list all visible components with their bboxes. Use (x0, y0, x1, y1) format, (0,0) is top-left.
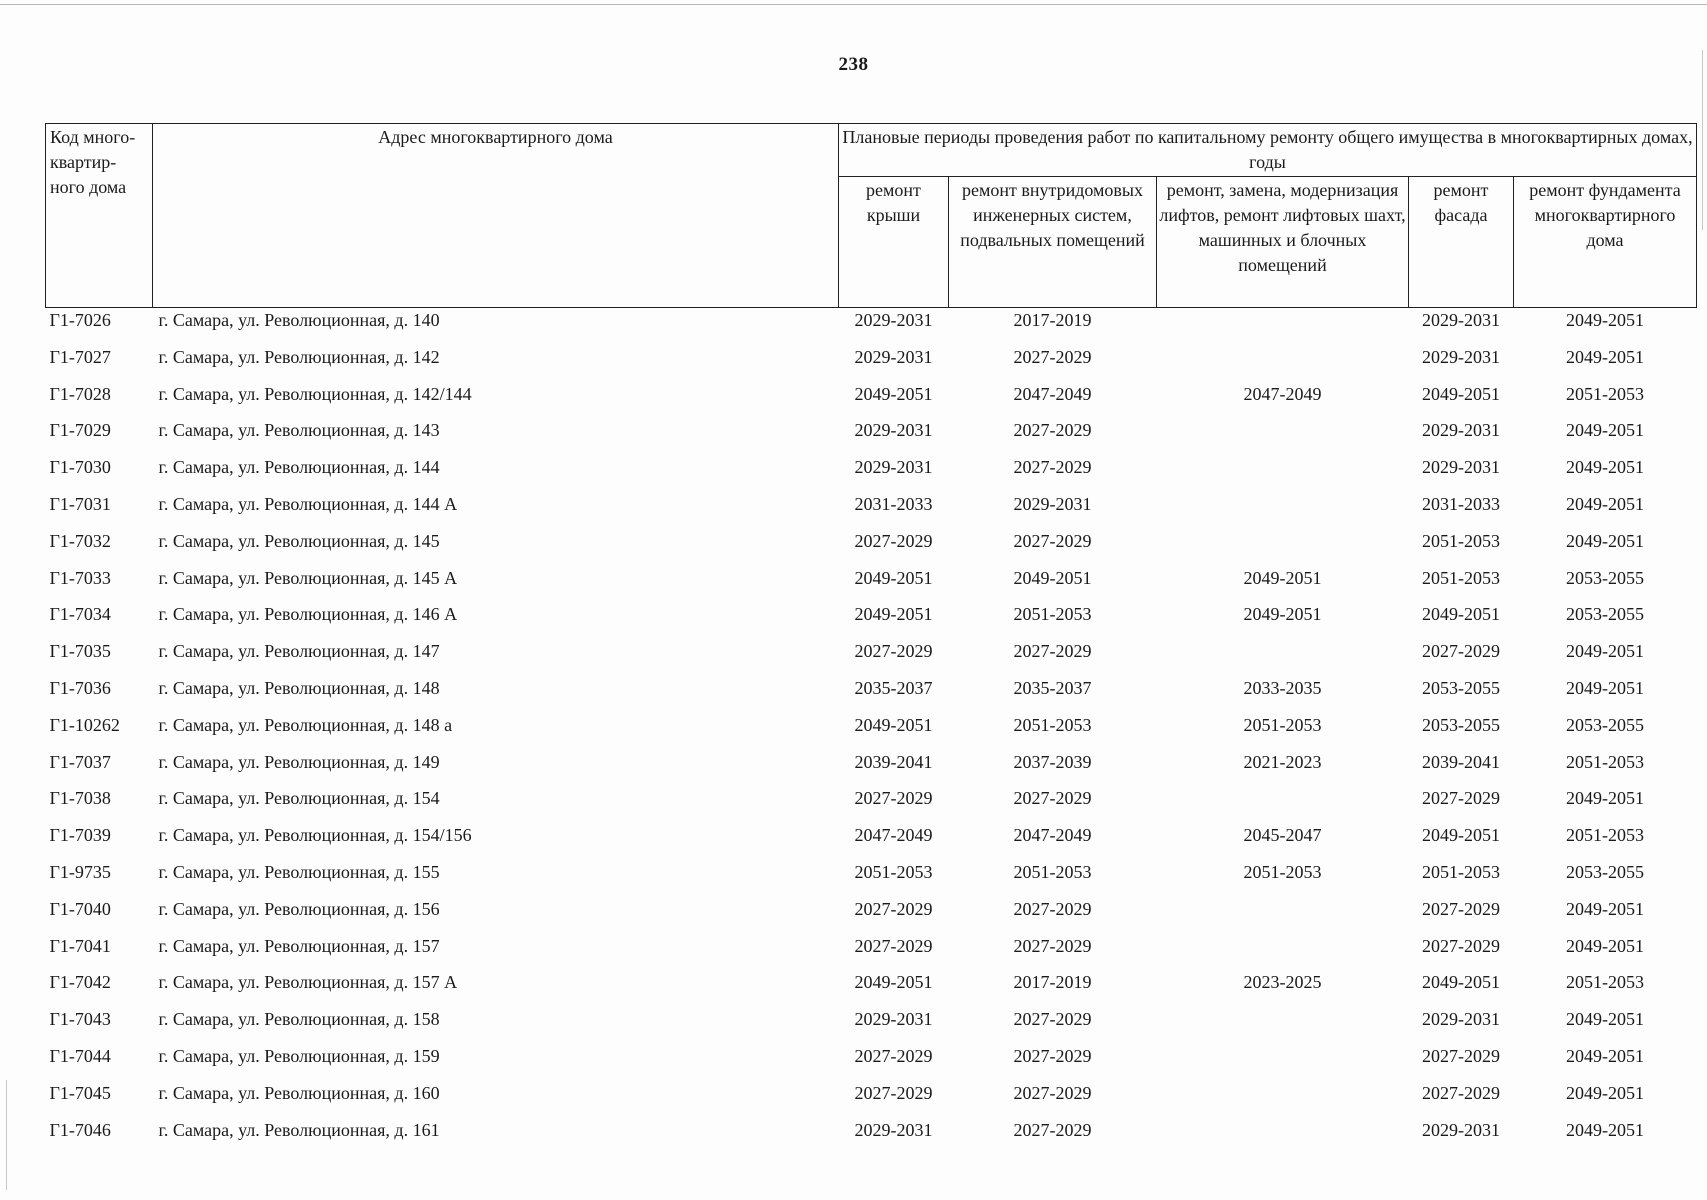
cell-foundation: 2049-2051 (1566, 677, 1644, 698)
cell-foundation: 2051-2053 (1566, 383, 1644, 404)
cell-address: г. Самара, ул. Революционная, д. 147 (158, 641, 440, 662)
cell-code: Г1-9735 (49, 861, 111, 882)
cell-engineering: 2027-2029 (1013, 1119, 1092, 1140)
cell-facade: 2029-2031 (1422, 1119, 1500, 1140)
cell-elevators: 2045-2047 (1243, 825, 1322, 846)
cell-engineering: 2027-2029 (1013, 1009, 1092, 1030)
cell-code: Г1-7033 (49, 567, 111, 588)
cell-foundation: 2049-2051 (1566, 1082, 1644, 1103)
cell-facade: 2031-2033 (1422, 493, 1500, 514)
cell-code: Г1-7029 (49, 420, 111, 441)
cell-elevators: 2051-2053 (1243, 714, 1322, 735)
cell-roof: 2027-2029 (854, 530, 933, 551)
cell-address: г. Самара, ул. Революционная, д. 149 (158, 751, 440, 772)
cell-facade: 2051-2053 (1422, 530, 1500, 551)
cell-address: г. Самара, ул. Революционная, д. 145 А (158, 567, 458, 588)
cell-code: Г1-7042 (49, 972, 111, 993)
cell-elevators (1157, 786, 1409, 823)
table-row (46, 970, 1697, 1007)
header-address: Адрес многоквартирного дома (153, 124, 839, 308)
cell-address: г. Самара, ул. Революционная, д. 140 (158, 310, 440, 330)
cell-elevators (1157, 418, 1409, 455)
table-row (46, 529, 1697, 566)
cell-engineering: 2027-2029 (1013, 1045, 1092, 1066)
cell-engineering: 2027-2029 (1013, 788, 1092, 809)
cell-code: Г1-7043 (49, 1009, 111, 1030)
cell-roof: 2029-2031 (854, 1119, 933, 1140)
page-number: 238 (838, 54, 869, 75)
cell-facade: 2027-2029 (1422, 898, 1500, 919)
cell-elevators: 2051-2053 (1243, 861, 1322, 882)
cell-roof: 2027-2029 (854, 641, 933, 662)
cell-code: Г1-7040 (49, 898, 111, 919)
cell-address: г. Самара, ул. Революционная, д. 155 (158, 861, 440, 882)
cell-roof: 2049-2051 (854, 383, 933, 404)
cell-code: Г1-7037 (49, 751, 111, 772)
cell-facade: 2049-2051 (1422, 825, 1500, 846)
repair-schedule-table-container (45, 123, 1696, 1154)
header-code: Код много-квартир-ного дома (46, 124, 153, 308)
cell-elevators (1157, 639, 1409, 676)
cell-engineering: 2017-2019 (1013, 310, 1092, 330)
table-row (46, 566, 1697, 603)
cell-address: г. Самара, ул. Революционная, д. 157 А (158, 972, 458, 993)
cell-code: Г1-7032 (49, 530, 111, 551)
cell-elevators (1157, 345, 1409, 382)
cell-foundation: 2051-2053 (1566, 972, 1644, 993)
cell-code: Г1-7026 (49, 310, 111, 330)
cell-code: Г1-7045 (49, 1082, 111, 1103)
cell-address: г. Самара, ул. Революционная, д. 160 (158, 1082, 440, 1103)
cell-facade: 2049-2051 (1422, 604, 1500, 625)
header-facade: ремонт фасада (1409, 177, 1514, 308)
cell-code: Г1-7044 (49, 1045, 111, 1066)
cell-address: г. Самара, ул. Революционная, д. 158 (158, 1009, 440, 1030)
cell-roof: 2027-2029 (854, 1082, 933, 1103)
header-elevators: ремонт, замена, модернизация лифтов, ремонт лифтовых шахт, машинных и блочных помещений (1157, 177, 1409, 308)
cell-code: Г1-7027 (49, 346, 111, 367)
cell-roof: 2027-2029 (854, 788, 933, 809)
cell-engineering: 2051-2053 (1013, 604, 1092, 625)
cell-engineering: 2027-2029 (1013, 420, 1092, 441)
table-row (46, 1044, 1697, 1081)
cell-foundation: 2049-2051 (1566, 641, 1644, 662)
table-row (46, 860, 1697, 897)
cell-engineering: 2047-2049 (1013, 383, 1092, 404)
cell-facade: 2049-2051 (1422, 972, 1500, 993)
cell-foundation: 2053-2055 (1566, 604, 1644, 625)
cell-facade: 2029-2031 (1422, 346, 1500, 367)
cell-elevators (1157, 455, 1409, 492)
cell-engineering: 2051-2053 (1013, 861, 1092, 882)
cell-elevators: 2049-2051 (1243, 604, 1322, 625)
table-row (46, 786, 1697, 823)
cell-roof: 2035-2037 (854, 677, 933, 698)
cell-foundation: 2049-2051 (1566, 1009, 1644, 1030)
cell-foundation: 2049-2051 (1566, 493, 1644, 514)
cell-elevators (1157, 1007, 1409, 1044)
cell-facade: 2027-2029 (1422, 1082, 1500, 1103)
table-row (46, 823, 1697, 860)
cell-code: Г1-7046 (49, 1119, 111, 1140)
table-row (46, 1007, 1697, 1044)
cell-address: г. Самара, ул. Революционная, д. 144 (158, 457, 440, 478)
table-row (46, 934, 1697, 971)
cell-address: г. Самара, ул. Революционная, д. 161 (158, 1119, 440, 1140)
cell-elevators: 2049-2051 (1243, 567, 1322, 588)
cell-address: г. Самара, ул. Революционная, д. 145 (158, 530, 440, 551)
cell-roof: 2029-2031 (854, 457, 933, 478)
cell-foundation: 2049-2051 (1566, 1119, 1644, 1140)
cell-engineering: 2027-2029 (1013, 457, 1092, 478)
cell-foundation: 2051-2053 (1566, 825, 1644, 846)
cell-engineering: 2051-2053 (1013, 714, 1092, 735)
cell-foundation: 2049-2051 (1566, 457, 1644, 478)
cell-address: г. Самара, ул. Революционная, д. 148 а (158, 714, 453, 735)
cell-elevators: 2021-2023 (1243, 751, 1322, 772)
cell-foundation: 2053-2055 (1566, 714, 1644, 735)
cell-code: Г1-7038 (49, 788, 111, 809)
cell-roof: 2047-2049 (854, 825, 933, 846)
cell-roof: 2049-2051 (854, 714, 933, 735)
cell-facade: 2039-2041 (1422, 751, 1500, 772)
cell-facade: 2049-2051 (1422, 383, 1500, 404)
cell-elevators (1157, 1118, 1409, 1155)
cell-engineering: 2037-2039 (1013, 751, 1092, 772)
cell-facade: 2027-2029 (1422, 641, 1500, 662)
header-roof: ремонт крыши (839, 177, 949, 308)
cell-facade: 2029-2031 (1422, 310, 1500, 330)
table-row (46, 713, 1697, 750)
cell-facade: 2051-2053 (1422, 861, 1500, 882)
cell-facade: 2027-2029 (1422, 935, 1500, 956)
cell-elevators (1157, 492, 1409, 529)
cell-foundation: 2049-2051 (1566, 420, 1644, 441)
cell-code: Г1-7039 (49, 825, 111, 846)
cell-roof: 2027-2029 (854, 935, 933, 956)
cell-elevators: 2033-2035 (1243, 677, 1322, 698)
cell-engineering: 2027-2029 (1013, 1082, 1092, 1103)
cell-address: г. Самара, ул. Революционная, д. 144 А (158, 493, 458, 514)
cell-roof: 2039-2041 (854, 751, 933, 772)
table-row (46, 345, 1697, 382)
cell-foundation: 2049-2051 (1566, 898, 1644, 919)
cell-foundation: 2049-2051 (1566, 310, 1644, 330)
cell-address: г. Самара, ул. Революционная, д. 159 (158, 1045, 440, 1066)
table-row (46, 418, 1697, 455)
cell-engineering: 2027-2029 (1013, 641, 1092, 662)
cell-facade: 2029-2031 (1422, 420, 1500, 441)
cell-address: г. Самара, ул. Революционная, д. 154/156 (158, 825, 472, 846)
cell-foundation: 2053-2055 (1566, 567, 1644, 588)
cell-facade: 2029-2031 (1422, 1009, 1500, 1030)
cell-code: Г1-7034 (49, 604, 111, 625)
cell-address: г. Самара, ул. Революционная, д. 146 А (158, 604, 458, 625)
cell-engineering: 2017-2019 (1013, 972, 1092, 993)
cell-roof: 2029-2031 (854, 420, 933, 441)
cell-roof: 2027-2029 (854, 898, 933, 919)
cell-foundation: 2049-2051 (1566, 346, 1644, 367)
cell-roof: 2049-2051 (854, 972, 933, 993)
cell-address: г. Самара, ул. Революционная, д. 154 (158, 788, 440, 809)
cell-code: Г1-7036 (49, 677, 111, 698)
header-planned-periods: Плановые периоды проведения работ по капитальному ремонту общего имущества в многоквартирных домах, годы (839, 124, 1697, 177)
cell-address: г. Самара, ул. Революционная, д. 142 (158, 346, 440, 367)
table-body (46, 308, 1697, 1155)
cell-facade: 2027-2029 (1422, 1045, 1500, 1066)
cell-facade: 2027-2029 (1422, 788, 1500, 809)
cell-foundation: 2053-2055 (1566, 861, 1644, 882)
cell-elevators: 2047-2049 (1243, 383, 1322, 404)
table-header (46, 124, 1697, 308)
cell-code: Г1-7028 (49, 383, 111, 404)
cell-engineering: 2049-2051 (1013, 567, 1092, 588)
table-row (46, 1081, 1697, 1118)
table-row (46, 897, 1697, 934)
cell-engineering: 2035-2037 (1013, 677, 1092, 698)
cell-code: Г1-7031 (49, 493, 111, 514)
cell-engineering: 2027-2029 (1013, 530, 1092, 551)
cell-address: г. Самара, ул. Революционная, д. 142/144 (158, 383, 472, 404)
cell-facade: 2053-2055 (1422, 677, 1500, 698)
cell-elevators (1157, 529, 1409, 566)
cell-roof: 2051-2053 (854, 861, 933, 882)
cell-facade: 2053-2055 (1422, 714, 1500, 735)
table-row (46, 750, 1697, 787)
cell-code: Г1-7041 (49, 935, 111, 956)
cell-foundation: 2049-2051 (1566, 530, 1644, 551)
cell-elevators (1157, 1044, 1409, 1081)
cell-address: г. Самара, ул. Революционная, д. 156 (158, 898, 440, 919)
cell-address: г. Самара, ул. Революционная, д. 148 (158, 677, 440, 698)
cell-elevators (1157, 897, 1409, 934)
table-row (46, 382, 1697, 419)
cell-roof: 2027-2029 (854, 1045, 933, 1066)
cell-elevators (1157, 1081, 1409, 1118)
cell-roof: 2029-2031 (854, 310, 933, 330)
cell-elevators (1157, 308, 1409, 345)
cell-code: Г1-7035 (49, 641, 111, 662)
table-row (46, 492, 1697, 529)
cell-facade: 2029-2031 (1422, 457, 1500, 478)
cell-foundation: 2049-2051 (1566, 1045, 1644, 1066)
cell-roof: 2029-2031 (854, 1009, 933, 1030)
cell-foundation: 2049-2051 (1566, 935, 1644, 956)
header-engineering: ремонт внутридомовых инженерных систем, подвальных помещений (949, 177, 1157, 308)
cell-roof: 2049-2051 (854, 567, 933, 588)
cell-roof: 2031-2033 (854, 493, 933, 514)
header-foundation: ремонт фундамента многоквартирного дома (1514, 177, 1697, 308)
cell-engineering: 2047-2049 (1013, 825, 1092, 846)
table-row (46, 1118, 1697, 1155)
cell-engineering: 2027-2029 (1013, 898, 1092, 919)
cell-code: Г1-7030 (49, 457, 111, 478)
cell-elevators: 2023-2025 (1243, 972, 1322, 993)
cell-facade: 2051-2053 (1422, 567, 1500, 588)
cell-foundation: 2049-2051 (1566, 788, 1644, 809)
scan-edge-line (1702, 50, 1703, 230)
scan-edge-line (0, 4, 1707, 5)
cell-roof: 2029-2031 (854, 346, 933, 367)
cell-foundation: 2051-2053 (1566, 751, 1644, 772)
cell-engineering: 2027-2029 (1013, 935, 1092, 956)
cell-code: Г1-10262 (49, 714, 120, 735)
table-row (46, 308, 1697, 345)
cell-engineering: 2029-2031 (1013, 493, 1092, 514)
table-row (46, 676, 1697, 713)
cell-roof: 2049-2051 (854, 604, 933, 625)
cell-address: г. Самара, ул. Революционная, д. 157 (158, 935, 440, 956)
cell-engineering: 2027-2029 (1013, 346, 1092, 367)
cell-address: г. Самара, ул. Революционная, д. 143 (158, 420, 440, 441)
table-row (46, 639, 1697, 676)
repair-schedule-table (45, 123, 1697, 1154)
table-row (46, 602, 1697, 639)
cell-elevators (1157, 934, 1409, 971)
table-row (46, 455, 1697, 492)
scan-edge-line (6, 1080, 7, 1190)
